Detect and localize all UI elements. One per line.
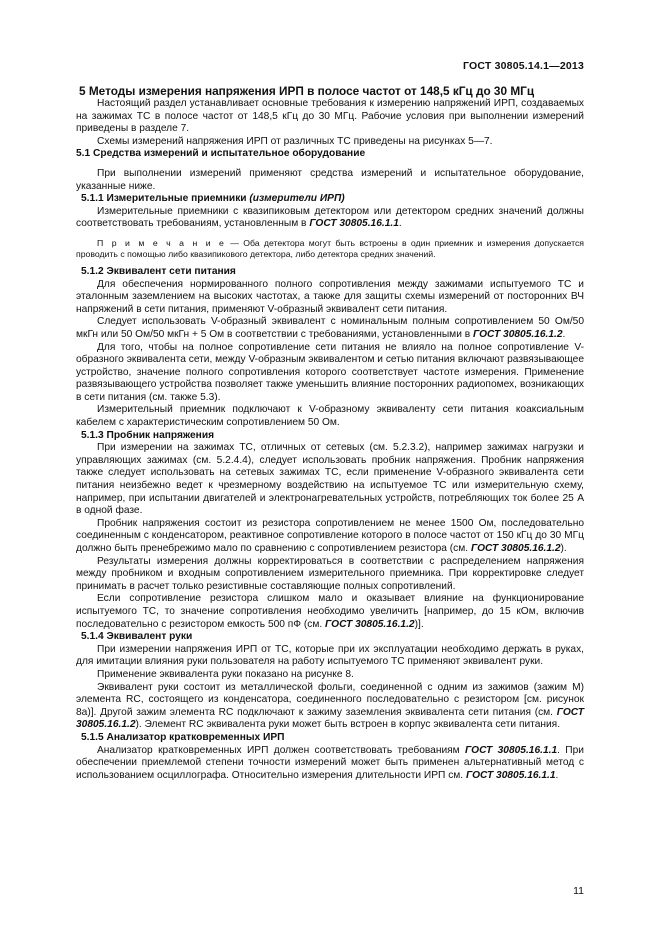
section-title: Анализатор кратковременных ИРП (106, 731, 285, 743)
standard-reference: ГОСТ 30805.16.1.2 (472, 328, 563, 340)
paragraph: При измерении напряжения ИРП от ТС, которые при их эксплуатации необходимо держать в руках, для имитации влияния руки пользователя на работу испытуемого ТС применяют эквивалент руки. (76, 643, 584, 668)
standard-reference: ГОСТ 30805.16.1.1 (465, 769, 556, 781)
paragraph-end: . (555, 769, 559, 781)
section-number: 5.1.4 (81, 631, 104, 643)
section-number: 5.1.1 (81, 193, 104, 205)
paragraph (76, 518, 584, 556)
paragraph-end: )]. (414, 618, 424, 630)
paragraph: Схемы измерений напряжения ИРП от различных ТС приведены на рисунках 5—7. (97, 135, 493, 147)
paragraph-text: Анализатор кратковременных ИРП должен соответствовать требованиям (97, 744, 460, 756)
section-title: Пробник напряжения (106, 429, 215, 441)
section-title: Эквивалент руки (106, 631, 193, 643)
paragraph: Измерительный приемник подключают к V-образному эквиваленту сети питания коаксиальным кабелем с характеристическим сопротивлением 50 Ом. (76, 404, 584, 429)
paragraph (76, 593, 584, 631)
standard-reference: ГОСТ 30805.16.1.2 (325, 618, 415, 630)
section-title-italic: (измерители ИРП) (249, 193, 345, 205)
paragraph: Для того, чтобы на полное сопротивление сети питания не влияло на полное сопротивление V-образного эквивалента сети, между V-образным эквивалентом и сетью питания включают развязывающее устройство, значение полного сопротивления которого соответствует частоте измерения. Применение развязывающего устройства позволяет также уменьшить влияние посторонних радиопомех, возникающих в сети питания (см. также 5.3). (76, 341, 584, 403)
paragraph-end: . (562, 328, 566, 340)
page-number: 11 (573, 885, 584, 897)
paragraph-end: . (398, 218, 402, 230)
section-5-1-1-heading (76, 193, 584, 206)
paragraph-text: Измерительные приемники с квазипиковым детектором или детектором средних значений должны соответствовать требованиям, установленным в (76, 205, 584, 230)
section-5-1-heading: 5.1 Средства измерений и испытательное оборудование (76, 148, 366, 160)
paragraph: Применение эквивалента руки показано на рисунке 8. (97, 668, 354, 680)
note-text: — Оба детектора могут быть встроены в один приемник и измерения допускается проводить с помощью либо квазипикового детектора, либо детектора средних значений. (76, 237, 584, 259)
standard-reference: ГОСТ 30805.16.1.2 (76, 706, 584, 731)
paragraph-text: Пробник напряжения состоит из резистора сопротивлением не менее 1500 Ом, последовательно соединенным с конденсатором, реактивное сопротивление которого в полосе частот от 150 кГц до 30 МГц должно быть пренебрежимо мало по сравнению с сопротивлением резистора (см. (76, 517, 584, 554)
paragraph: Настоящий раздел устанавливает основные требования к измерению напряжений ИРП, создаваемых на зажимах ТС в полосе частот от 148,5 кГц до 30 МГц. Рабочие условия при выполнении измерений приведены в разделе 7. (76, 98, 584, 135)
paragraph-end: ). Элемент RC эквивалента руки может быть встроен в корпус эквивалента сети питания. (135, 719, 561, 731)
paragraph-text: Эквивалент руки состоит из металлической фольги, соединенной с одним из зажимов (зажим М) элемента RC, состоящего из конденсатора, соединенного последовательно с резистором [см. рисунок 8а)]. Другой зажим элемента RC подключают к зажиму заземления эквивалента сети питания (см. (76, 681, 584, 718)
standard-reference: ГОСТ 30805.16.1.2 (470, 543, 561, 554)
section-5-1-3-heading (76, 430, 584, 443)
note (76, 238, 584, 260)
standard-reference: ГОСТ 30805.16.1.1 (465, 744, 558, 756)
section-5-1-4-heading (76, 631, 584, 644)
document-code: ГОСТ 30805.14.1—2013 (462, 60, 584, 72)
section-number: 5.1.5 (81, 731, 104, 743)
section-title: Измерительные приемники (106, 193, 247, 205)
paragraph: При измерении на зажимах ТС, отличных от сетевых (см. 5.2.3.2), например зажимах нагрузки и управляющих зажимах (см. 5.2.4.4), следует использовать пробник напряжения. Пробник напряжения также следует использовать на сетевых зажимах ТС, если применение V-образного эквивалента сети питания неизбежно ведет к чрезмерному воздействию на испытуемое ТС или измерительную схему, например, при испытании двигателей и электронагревательных устройств, потребляющих ток более 25 А в одной фазе. (76, 442, 584, 517)
paragraph-text: . При обеспечении приемлемой степени точности измерений может быть применен альтернативный метод с использованием осциллографа. Относительно измерения длительности ИРП см. (76, 744, 584, 781)
note-label: П р и м е ч а н и е (97, 237, 226, 248)
paragraph: Результаты измерения должны корректироваться в соответствии с распределением напряжения между пробником и входным сопротивлением измерительного приемника. При корректировке следует принимать в расчет только резистивные составляющие полных сопротивлений. (76, 555, 584, 592)
section-number: 5.1.3 (81, 429, 104, 441)
paragraph-end: ). (560, 543, 567, 554)
section-title: Эквивалент сети питания (106, 265, 236, 277)
paragraph (76, 745, 584, 783)
section-5-1-5-heading (76, 732, 584, 745)
standard-reference: ГОСТ 30805.16.1.1 (309, 218, 399, 230)
paragraph-text: Следует использовать V-образный эквивалент с номинальным полным сопротивлением 50 Ом/50 мкГн или 50 Ом/50 мкГн + 5 Ом в соответствии с требованиями, установленными в (76, 316, 584, 340)
page-content (76, 84, 584, 782)
section-5-heading: 5 Методы измерения напряжения ИРП в полосе частот от 148,5 кГц до 30 МГц (79, 84, 535, 98)
paragraph (76, 206, 584, 231)
section-5-1-2-heading (76, 266, 584, 279)
paragraph: Для обеспечения нормированного полного сопротивления между зажимами испытуемого ТС и эталонным заземлением на высоких частотах, а также для защиты схемы измерений от посторонних ВЧ напряжений в сети питания, применяют V-образный эквивалент сети питания. (76, 278, 584, 315)
section-number: 5.1.2 (81, 265, 104, 277)
paragraph-text: Если сопротивление резистора слишком мало и оказывает влияние на функционирование испытуемого ТС, то значение сопротивления необходимо увеличить [например, до 15 кОм, включив последовательно с резистором емкость 500 пФ (см. (76, 593, 584, 630)
paragraph: При выполнении измерений применяют средства измерений и испытательное оборудование, указанные ниже. (76, 167, 584, 192)
paragraph (76, 682, 584, 732)
paragraph (76, 316, 584, 341)
